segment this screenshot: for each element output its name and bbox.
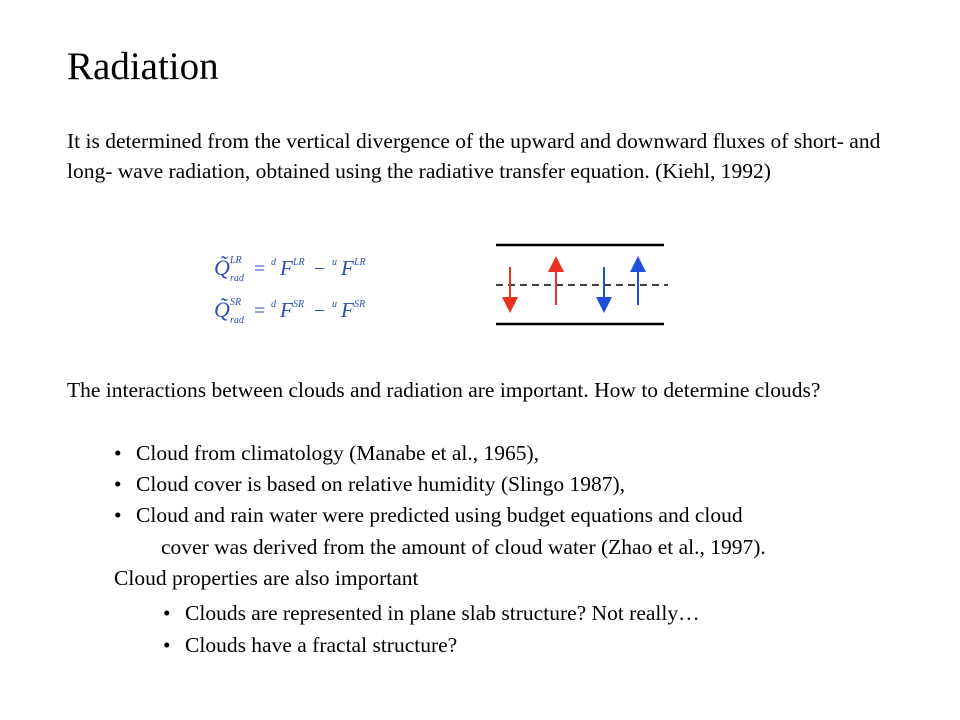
svg-text:F: F (280, 256, 293, 280)
svg-text:−: − (314, 258, 326, 280)
list-item: • Cloud from climatology (Manabe et al., 1965), (114, 441, 540, 465)
svg-text:d: d (271, 257, 276, 268)
svg-text:LR: LR (293, 257, 305, 268)
eq-lr-lhs: Q̃ (214, 255, 230, 280)
clouds-intro-paragraph: The interactions between clouds and radiation are important. How to determine clouds? (67, 378, 821, 402)
list-item: • Clouds are represented in plane slab structure? Not really… (163, 601, 700, 625)
cloud-method-1: Cloud from climatology (Manabe et al., 1965), (136, 441, 540, 465)
svg-text:−: − (314, 300, 326, 322)
radiation-equations (210, 245, 390, 340)
svg-text:=: = (254, 300, 266, 322)
list-item: • Cloud and rain water were predicted using budget equations and cloud (114, 503, 743, 527)
intro-paragraph: It is determined from the vertical divergence of the upward and downward fluxes of short- and long- wave radiation, obtained using the radiative transfer equation. (Kiehl, 1992) (67, 129, 881, 183)
svg-text:rad: rad (230, 273, 244, 284)
property-2: Clouds have a fractal structure? (185, 633, 458, 657)
svg-text:SR: SR (293, 299, 305, 310)
equation-shortwave (214, 297, 365, 326)
svg-text:SR: SR (230, 297, 242, 308)
properties-heading: Cloud properties are also important (114, 566, 419, 590)
slide-title: Radiation (67, 45, 219, 88)
svg-text:SR: SR (354, 299, 366, 310)
svg-text:F: F (341, 298, 354, 322)
svg-text:rad: rad (230, 315, 244, 326)
svg-text:u: u (332, 299, 337, 310)
svg-text:u: u (332, 257, 337, 268)
list-item: • Clouds have a fractal structure? (163, 633, 458, 657)
svg-text:d: d (271, 299, 276, 310)
equation-longwave (214, 255, 366, 284)
svg-text:F: F (341, 256, 354, 280)
cloud-method-3-continuation: cover was derived from the amount of cloud water (Zhao et al., 1997). (161, 535, 766, 559)
flux-divergence-diagram (492, 238, 672, 333)
property-1: Clouds are represented in plane slab structure? Not really… (185, 601, 700, 625)
svg-text:LR: LR (230, 255, 242, 266)
svg-text:LR: LR (354, 257, 366, 268)
eq-sr-lhs: Q̃ (214, 297, 230, 322)
cloud-method-2: Cloud cover is based on relative humidity (Slingo 1987), (136, 472, 626, 496)
svg-text:=: = (254, 258, 266, 280)
svg-text:F: F (280, 298, 293, 322)
cloud-method-3: Cloud and rain water were predicted using budget equations and cloud (136, 503, 743, 527)
list-item: • Cloud cover is based on relative humidity (Slingo 1987), (114, 472, 626, 496)
